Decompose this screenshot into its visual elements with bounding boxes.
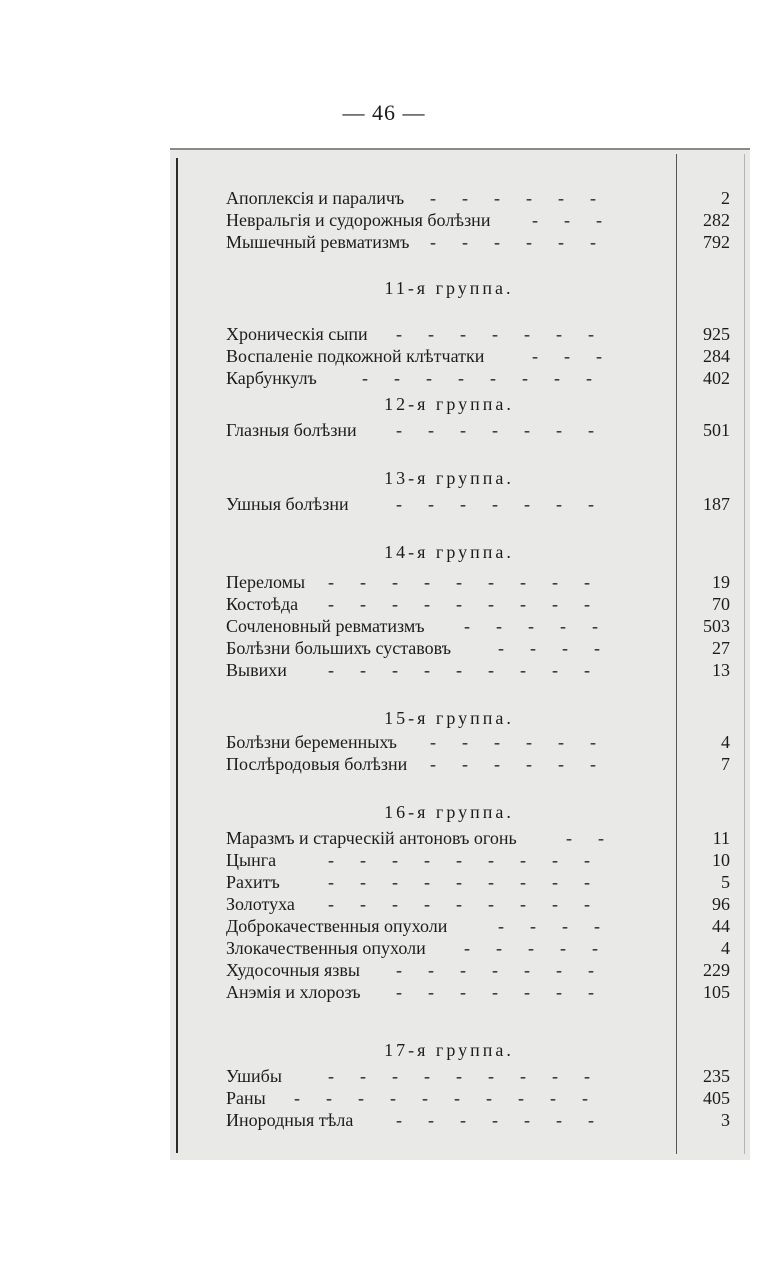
disease-name: Вывихи: [226, 660, 287, 680]
disease-name: Карбункулъ: [226, 368, 317, 388]
table-row: [226, 492, 744, 516]
disease-name: Ушибы: [226, 1066, 282, 1086]
leader-dashes: ---------: [328, 1066, 616, 1086]
disease-name: Злокачественныя опухоли: [226, 938, 426, 958]
case-count: 503: [703, 616, 730, 636]
disease-name: Болѣзни беременныхъ: [226, 732, 397, 752]
leader-dashes: ----------: [294, 1088, 614, 1108]
leader-dashes: -------: [396, 982, 620, 1002]
leader-dashes: ------: [430, 188, 622, 208]
disease-name: Послѣродовыя болѣзни: [226, 754, 408, 774]
disease-name: Болѣзни большихъ суставовъ: [226, 638, 452, 658]
table-row: [226, 208, 744, 232]
leader-dashes: -------: [396, 324, 620, 344]
case-count: 44: [712, 916, 730, 936]
case-count: 187: [703, 494, 730, 514]
group-heading: 13-я группа.: [384, 468, 514, 488]
table-row: [226, 870, 744, 894]
group-heading: 14-я группа.: [384, 542, 514, 562]
table-row: [226, 592, 744, 616]
group-heading: 15-я группа.: [384, 708, 514, 728]
case-count: 235: [703, 1066, 730, 1086]
disease-name: Цынга: [226, 850, 277, 870]
leader-dashes: ---------: [328, 872, 616, 892]
leader-dashes: --------: [362, 368, 618, 388]
table-row: [226, 914, 744, 938]
case-count: 925: [703, 324, 730, 344]
case-count: 282: [703, 210, 730, 230]
disease-name: Мышечный ревматизмъ: [226, 232, 410, 252]
leader-dashes: ---------: [328, 660, 616, 680]
disease-name: Анэмія и хлорозъ: [226, 982, 361, 1002]
table-row: [226, 230, 744, 254]
case-count: 229: [703, 960, 730, 980]
leader-dashes: -------: [396, 494, 620, 514]
case-count: 96: [712, 894, 730, 914]
disease-name: Худосочныя язвы: [226, 960, 360, 980]
case-count: 10: [712, 850, 730, 870]
disease-name: Раны: [226, 1088, 266, 1108]
table-row: [226, 1086, 744, 1110]
table-row: [226, 1108, 744, 1132]
group-heading: 12-я группа.: [384, 394, 514, 414]
case-count: 13: [712, 660, 730, 680]
leader-dashes: ------: [430, 732, 622, 752]
leader-dashes: -----: [464, 616, 624, 636]
table-row: [226, 366, 744, 390]
case-count: 5: [721, 872, 730, 892]
leader-dashes: ------: [430, 754, 622, 774]
leader-dashes: ----: [498, 916, 626, 936]
disease-name: Воспаленіе подкожной клѣтчатки: [226, 346, 485, 366]
case-count: 4: [721, 938, 730, 958]
case-count: 4: [721, 732, 730, 752]
table-row: [226, 418, 744, 442]
disease-name: Доброкачественныя опухоли: [226, 916, 448, 936]
table-row: [226, 936, 744, 960]
disease-name: Ушныя болѣзни: [226, 494, 349, 514]
disease-name: Рахитъ: [226, 872, 280, 892]
leader-dashes: ----: [498, 638, 626, 658]
leader-dashes: ---------: [328, 594, 616, 614]
leader-dashes: ------: [430, 232, 622, 252]
disease-name: Маразмъ и старческій антоновъ огонь: [226, 828, 517, 848]
disease-name: Апоплексія и параличъ: [226, 188, 405, 208]
leader-dashes: --: [566, 828, 630, 848]
table-row: [226, 636, 744, 660]
leader-dashes: ---------: [328, 894, 616, 914]
case-count: 3: [721, 1110, 730, 1130]
table-row: [226, 892, 744, 916]
table-row: [226, 186, 744, 210]
case-count: 105: [703, 982, 730, 1002]
table-row: [226, 730, 744, 754]
table-row: [226, 958, 744, 982]
disease-name: Переломы: [226, 572, 306, 592]
group-heading: 16-я группа.: [384, 802, 514, 822]
table-row: [226, 344, 744, 368]
disease-name: Костоѣда: [226, 594, 299, 614]
leader-dashes: ---------: [328, 572, 616, 592]
leader-dashes: -----: [464, 938, 624, 958]
disease-name: Хроническія сыпи: [226, 324, 368, 344]
case-count: 405: [703, 1088, 730, 1108]
case-count: 792: [703, 232, 730, 252]
table-row: [226, 826, 744, 850]
leader-dashes: ---: [532, 346, 628, 366]
disease-name: Сочленовный ревматизмъ: [226, 616, 425, 636]
table-row: [226, 614, 744, 638]
leader-dashes: -------: [396, 420, 620, 440]
case-count: 19: [712, 572, 730, 592]
disease-name: Инородныя тѣла: [226, 1110, 354, 1130]
case-count: 11: [712, 828, 730, 848]
group-heading: 11-я группа.: [384, 278, 514, 298]
case-count: 27: [712, 638, 730, 658]
case-count: 7: [721, 754, 730, 774]
disease-name: Невральгія и судорожныя болѣзни: [226, 210, 491, 230]
leader-dashes: -------: [396, 1110, 620, 1130]
case-count: 2: [721, 188, 730, 208]
page-number: — 46 —: [342, 100, 426, 125]
left-rule: [176, 158, 178, 1153]
case-count: 501: [703, 420, 730, 440]
table-row: [226, 570, 744, 594]
leader-dashes: ---: [532, 210, 628, 230]
right-edge-rule: [744, 154, 745, 1154]
leader-dashes: -------: [396, 960, 620, 980]
table-row: [226, 980, 744, 1004]
case-count: 402: [703, 368, 730, 388]
table-row: [226, 848, 744, 872]
table-row: [226, 322, 744, 346]
group-heading: 17-я группа.: [384, 1040, 514, 1060]
table-row: [226, 752, 744, 776]
case-count: 70: [712, 594, 730, 614]
statistics-table: [170, 148, 750, 1160]
disease-name: Глазныя болѣзни: [226, 420, 357, 440]
table-row: [226, 1064, 744, 1088]
table-row: [226, 658, 744, 682]
leader-dashes: ---------: [328, 850, 616, 870]
case-count: 284: [703, 346, 730, 366]
disease-name: Золотуха: [226, 894, 295, 914]
